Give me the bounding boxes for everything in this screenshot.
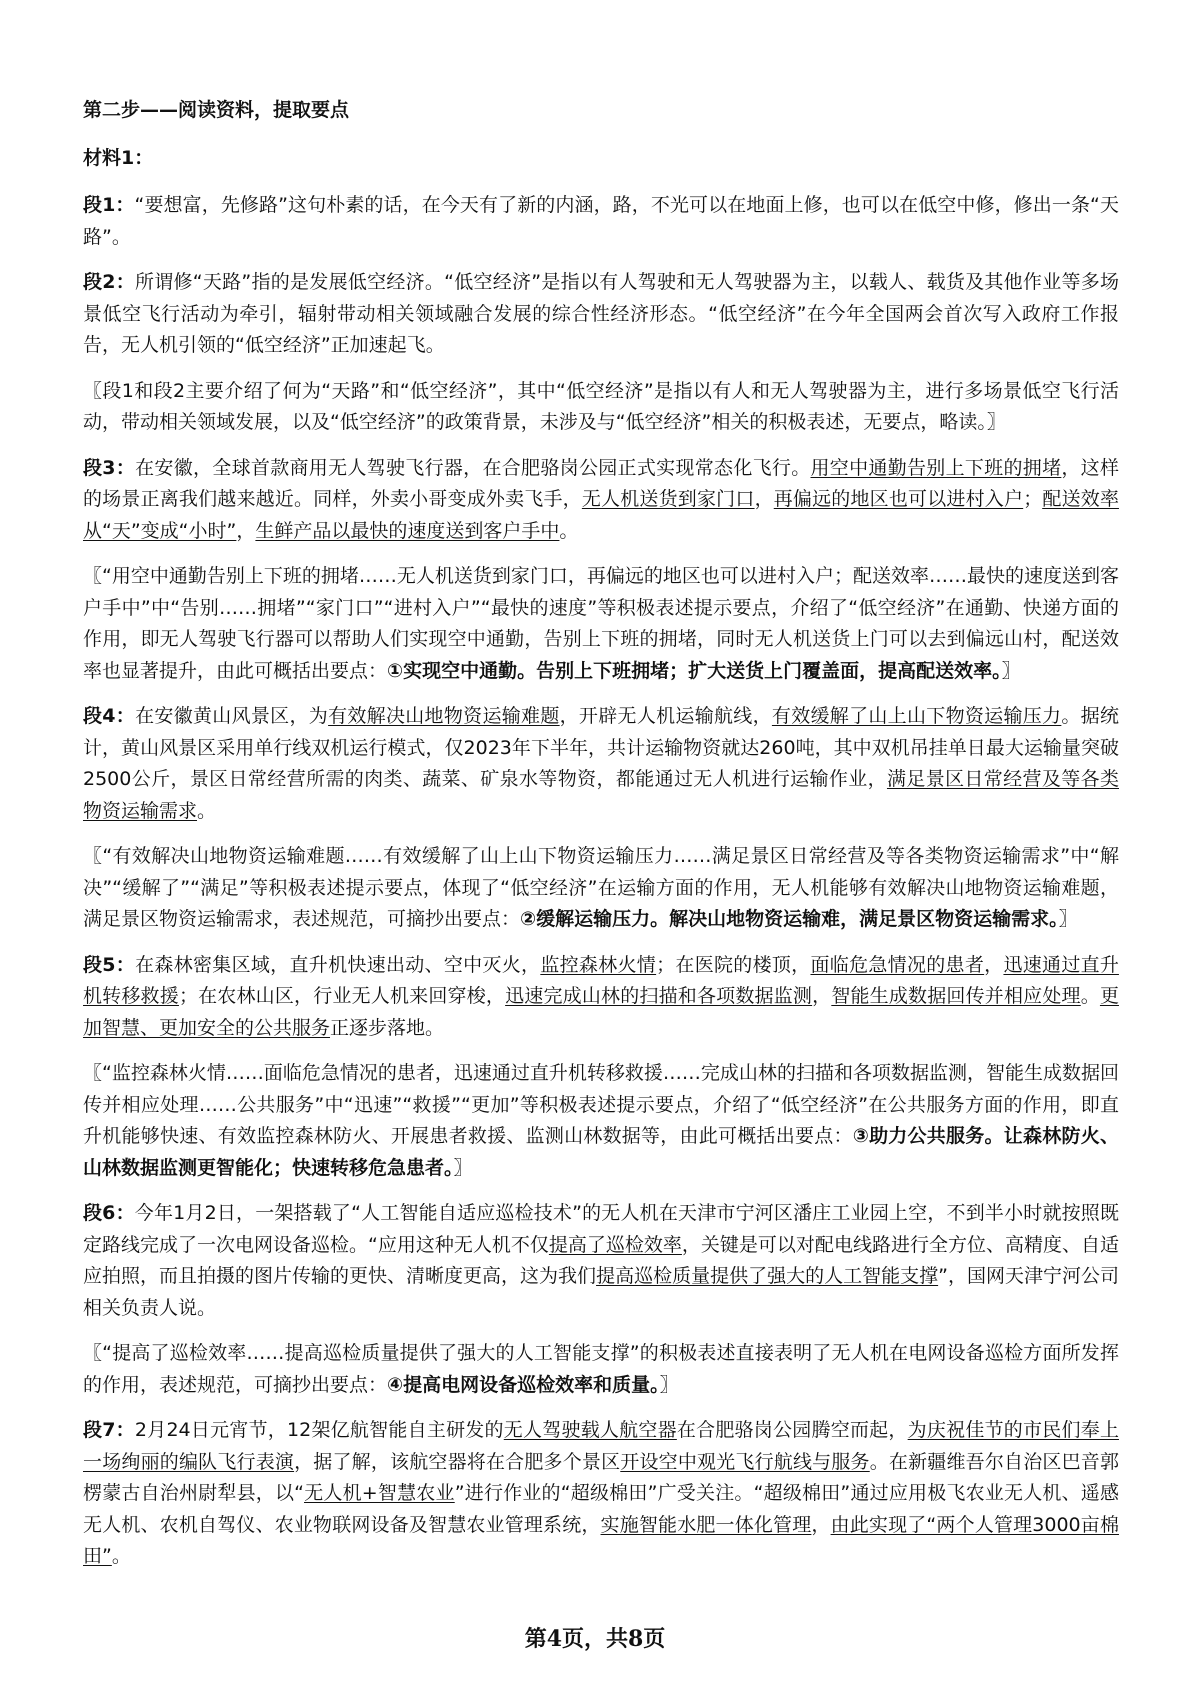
underlined-text: 智能生成数据回传并相应处理 bbox=[831, 985, 1081, 1007]
text-segment: 。 bbox=[111, 1545, 131, 1567]
underlined-text: 满足景区日常经营及等各类物资运输需求 bbox=[83, 768, 1119, 822]
underlined-text: 有效缓解了山上山下物资运输压力 bbox=[771, 705, 1062, 727]
paragraph-label: 段5： bbox=[83, 953, 136, 976]
underlined-text: 再偏远的地区也可以进村入户 bbox=[773, 488, 1024, 510]
text-segment: ”，国网天津宁河公司相关负责人说。 bbox=[83, 1265, 1119, 1319]
paragraph-p1 bbox=[83, 190, 1119, 253]
text-segment: 〖“有效解决山地物资运输难题……有效缓解了山上山下物资运输压力……满足景区日常经营及等各类物资运输需求”中“解决”“缓解了”“满足”等积极表述提示要点，体现了“低空经济”在运输方面的作用，无人机能够有效解决山地物资运输难题，满足景区物资运输需求，表述规范，可摘抄出要点： bbox=[83, 845, 1119, 930]
text-segment: 。 bbox=[1080, 985, 1100, 1007]
underlined-text: 实施智能水肥一体化管理 bbox=[600, 1513, 812, 1536]
underlined-text: 配送效率从“天”变成“小时” bbox=[83, 488, 1119, 542]
page-content bbox=[83, 96, 1119, 1587]
underlined-text: 监控森林火情 bbox=[540, 953, 657, 976]
underlined-text: 用空中通勤告别上下班的拥堵 bbox=[810, 456, 1062, 479]
text-segment: 在合肥骆岗公园腾空而起， bbox=[676, 1419, 908, 1441]
paragraph-label: 段7： bbox=[83, 1419, 135, 1441]
underlined-text: 迅速完成山林的扫描和各项数据监测 bbox=[505, 985, 813, 1007]
commentary-c4 bbox=[83, 841, 1119, 936]
underlined-text: 由此实现了“两个人管理3000亩棉田” bbox=[83, 1513, 1119, 1567]
paragraph-p5 bbox=[83, 950, 1119, 1045]
text-segment: ；在医院的楼顶， bbox=[656, 953, 811, 976]
text-segment: ， bbox=[754, 488, 774, 510]
text-segment: ；在农林山区，行业无人机来回穿梭， bbox=[178, 985, 506, 1007]
page-footer: 第4页，共8页 bbox=[524, 1626, 666, 1652]
step-heading: 第二步——阅读资料，提取要点 bbox=[83, 99, 350, 121]
text-segment: 在森林密集区域，直升机快速出动、空中灭火， bbox=[135, 953, 541, 976]
paragraph-label: 段3： bbox=[83, 456, 136, 479]
underlined-text: 无人机+智慧农业 bbox=[304, 1482, 455, 1504]
commentary-c3 bbox=[83, 561, 1119, 687]
text-segment: 。据统计，黄山风景区采用单行线双机运行模式，仅2023年下半年，共计运输物资就达260吨，其中双机吊挂单日最大运输量突破2500公斤，景区日常经营所需的肉类、蔬菜、矿泉水等物资，都能通过无人机进行运输作业， bbox=[83, 705, 1119, 790]
key-point: ④提高电网设备巡检效率和质量。 bbox=[387, 1373, 660, 1396]
paragraph-label: 段1： bbox=[83, 194, 135, 216]
paragraph-list bbox=[83, 190, 1119, 1573]
key-point: ③助力公共服务。让森林防火、山林数据监测更智能化；快速转移危急患者。 bbox=[83, 1125, 1119, 1179]
commentary-c5 bbox=[83, 1058, 1119, 1184]
text-segment: 〗 bbox=[1058, 908, 1078, 930]
text-segment: 〗 bbox=[659, 1373, 679, 1396]
paragraph-label: 段2： bbox=[83, 271, 136, 293]
text-segment: “要想富，先修路”这句朴素的话，在今天有了新的内涵，路，不光可以在地面上修，也可以在低空中修，修出一条“天路”。 bbox=[83, 194, 1119, 248]
underlined-text: 提高巡检质量提供了强大的人工智能支撑 bbox=[596, 1265, 939, 1287]
text-segment: ，关键是可以对配电线路进行全方位、高精度、自适应拍照，而且拍摄的图片传输的更快、清晰度更高，这为我们 bbox=[83, 1233, 1119, 1287]
paragraph-p4 bbox=[83, 701, 1119, 827]
text-segment: 〗 bbox=[453, 1156, 473, 1179]
text-segment: ， bbox=[236, 519, 256, 542]
text-segment: 。 bbox=[197, 799, 217, 822]
underlined-text: 开设空中观光飞行航线与服务 bbox=[620, 1450, 870, 1473]
text-segment: ； bbox=[1023, 488, 1043, 510]
underlined-text: 无人机送货到家门口 bbox=[581, 488, 755, 510]
text-segment: 2月24日元宵节，12架亿航智能自主研发的 bbox=[134, 1419, 504, 1441]
text-segment: 所谓修“天路”指的是发展低空经济。“低空经济”是指以有人驾驶和无人驾驶器为主，以载人、载货及其他作业等多场景低空飞行活动为牵引，辐射带动相关领域融合发展的综合性经济形态。“低空经济”在今年全国两会首次写入政府工作报告，无人机引领的“低空经济”正加速起飞。 bbox=[83, 271, 1119, 356]
text-segment: 今年1月2日，一架搭载了“人工智能自适应巡检技术”的无人机在天津市宁河区潘庄工业园上空，不到半小时就按照既定路线完成了一次电网设备巡检。“应用这种无人机不仅 bbox=[83, 1202, 1119, 1256]
underlined-text: 无人驾驶载人航空器 bbox=[503, 1419, 677, 1441]
text-segment: 在安徽，全球首款商用无人驾驶飞行器，在合肥骆岗公园正式实现常态化飞行。 bbox=[135, 456, 811, 479]
text-segment: ，开辟无人机运输航线， bbox=[559, 705, 772, 727]
material-label: 材料1： bbox=[83, 147, 154, 169]
text-segment: 〖“提高了巡检效率……提高巡检质量提供了强大的人工智能支撑”的积极表述直接表明了无人机在电网设备巡检方面所发挥的作用，表述规范，可摘抄出要点： bbox=[83, 1342, 1119, 1396]
text-segment: 〗 bbox=[1001, 659, 1021, 682]
text-segment: 正逐步落地。 bbox=[330, 1016, 445, 1039]
paragraph-p7 bbox=[83, 1415, 1119, 1573]
paragraph-p2 bbox=[83, 267, 1119, 362]
text-segment: 〖段1和段2主要介绍了何为“天路”和“低空经济”，其中“低空经济”是指以有人和无人驾驶器为主，进行多场景低空飞行活动，带动相关领域发展，以及“低空经济”的政策背景，未涉及与“低空经济”相关的积极表述，无要点，略读。〗 bbox=[83, 379, 1119, 433]
underlined-text: 迅速通过直升机转移救援 bbox=[83, 953, 1119, 1007]
underlined-text: 提高了巡检效率 bbox=[548, 1233, 682, 1256]
underlined-text: 更加智慧、更加安全的公共服务 bbox=[83, 985, 1119, 1039]
paragraph-label: 段6： bbox=[83, 1202, 135, 1224]
text-segment: 。 bbox=[559, 519, 579, 542]
text-segment: 〖“用空中通勤告别上下班的拥堵……无人机送货到家门口，再偏远的地区也可以进村入户；配送效率……最快的速度送到客户手中”中“告别……拥堵”“家门口”“进村入户”“最快的速度”等积极表述提示要点，介绍了“低空经济”在通勤、快递方面的作用，即无人驾驶飞行器可以帮助人们实现空中通勤，告别上下班的拥堵，同时无人机送货上门可以去到偏远山村，配送效率也显著提升，由此可概括出要点： bbox=[83, 565, 1119, 682]
key-point: ①实现空中通勤。告别上下班拥堵；扩大送货上门覆盖面，提高配送效率。 bbox=[387, 659, 1002, 682]
text-segment: ，据了解，该航空器将在合肥多个景区 bbox=[294, 1450, 621, 1473]
key-point: ②缓解运输压力。解决山地物资运输难，满足景区物资运输需求。 bbox=[520, 908, 1059, 930]
commentary-c6 bbox=[83, 1338, 1119, 1401]
text-segment: ， bbox=[984, 953, 1004, 976]
text-segment: 在安徽黄山风景区，为 bbox=[135, 705, 329, 727]
underlined-text: 有效解决山地物资运输难题 bbox=[328, 705, 560, 727]
text-segment: ， bbox=[811, 1513, 831, 1536]
text-segment: ， bbox=[812, 985, 832, 1007]
commentary-c12 bbox=[83, 376, 1119, 439]
underlined-text: 为庆祝佳节的市民们奉上一场绚丽的编队飞行表演 bbox=[83, 1419, 1119, 1473]
paragraph-p3 bbox=[83, 453, 1119, 548]
text-segment: 。在新疆维吾尔自治区巴音郭楞蒙古自治州尉犁县，以“ bbox=[83, 1450, 1119, 1504]
underlined-text: 生鲜产品以最快的速度送到客户手中 bbox=[255, 519, 560, 542]
paragraph-label: 段4： bbox=[83, 705, 136, 727]
text-segment: ”进行作业的“超级棉田”广受关注。“超级棉田”通过应用极飞农业无人机、遥感无人机、农机自驾仪、农业物联网设备及智慧农业管理系统， bbox=[83, 1482, 1120, 1536]
underlined-text: 面临危急情况的患者 bbox=[810, 953, 985, 976]
text-segment: ，这样的场景正离我们越来越近。同样，外卖小哥变成外卖飞手， bbox=[83, 456, 1119, 510]
text-segment: 〖“监控森林火情……面临危急情况的患者，迅速通过直升机转移救援……完成山林的扫描和各项数据监测，智能生成数据回传并相应处理……公共服务”中“迅速”“救援”“更加”等积极表述提示要点，介绍了“低空经济”在公共服务方面的作用，即直升机能够快速、有效监控森林防火、开展患者救援、监测山林数据等，由此可概括出要点： bbox=[83, 1062, 1119, 1147]
paragraph-p6 bbox=[83, 1198, 1119, 1324]
